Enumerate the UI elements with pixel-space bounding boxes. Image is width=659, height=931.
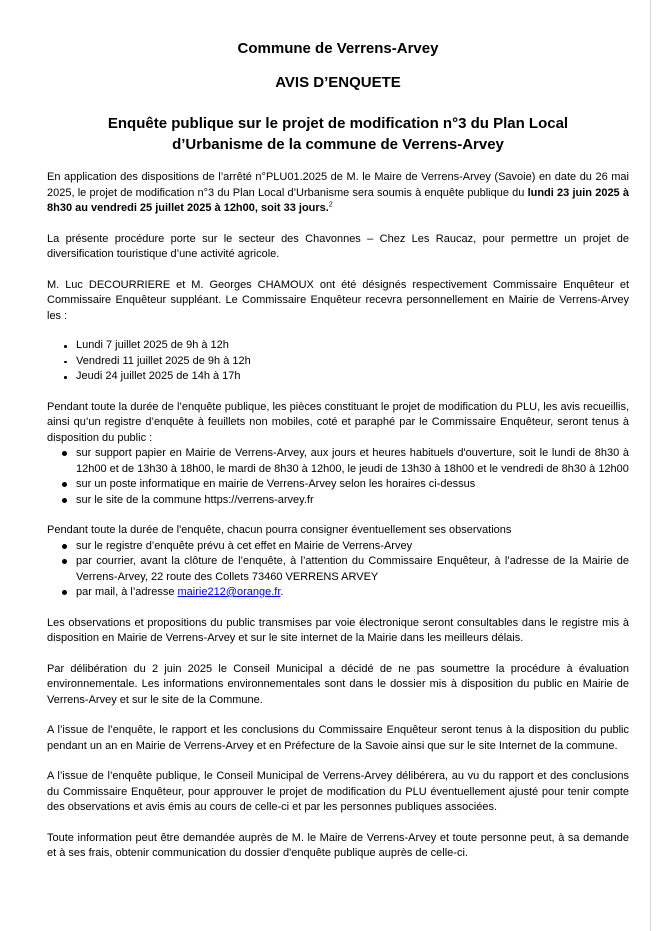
scope-paragraph: La présente procédure porte sur le secteur des Chavonnes – Chez Les Raucaz, pour permettre un projet de diversification touristique d’une activité agricole. — [47, 232, 629, 260]
list-item: sur le site de la commune https://verrens-arvey.fr — [61, 493, 629, 509]
list-item: sur le registre d’enquête prévu à cet effet en Mairie de Verrens-Arvey — [61, 539, 629, 555]
permanences-list — [47, 338, 629, 385]
documents-list — [47, 446, 629, 508]
email-link[interactable]: mairie212@orange.fr — [177, 586, 281, 598]
document-title-line-1: Enquête publique sur le projet de modification n°3 du Plan Local — [107, 115, 569, 132]
observations-intro-paragraph: Pendant toute la durée de l'enquête, chacun pourra consigner éventuellement ses observations — [47, 524, 512, 536]
observations-list — [47, 539, 629, 601]
list-item: sur support papier en Mairie de Verrens-Arvey, aux jours et heures habituels d'ouverture, soit le lundi de 8h30 à 12h00 et de 13h30 à 18h00, le mardi de 8h30 à 12h00, le jeudi de 13h30 à 18h00 et le vendredi de 8h30 à 12h00 — [61, 446, 629, 477]
commune-heading: Commune de Verrens-Arvey — [237, 40, 439, 57]
documents-intro-paragraph: Pendant toute la durée de l’enquête publique, les pièces constituant le projet de modification du PLU, les avis recueillis, ainsi qu’un registre d’enquête à feuillets non mobiles, coté et paraphé par le Commissaire Enquêteur, seront tenus à disposition du public : — [47, 400, 629, 444]
page-edge — [650, 0, 651, 931]
inquiry-dates: lundi 23 juin 2025 à 8h30 au vendredi 25 juillet 2025 à 12h00, soit 33 jours. — [47, 186, 629, 214]
information-paragraph: Toute information peut être demandée auprès de M. le Maire de Verrens-Arvey et toute personne peut, à sa demande et à ses frais, obtenir communication du dossier d'enquête publique auprès de celle-ci. — [47, 831, 629, 859]
intro-paragraph — [47, 170, 629, 217]
footnote-marker: 2 — [328, 201, 333, 209]
list-item: Jeudi 24 juillet 2025 de 14h à 17h — [64, 369, 629, 385]
email-suffix: . — [280, 586, 284, 598]
council-paragraph: A l’issue de l’enquête publique, le Conseil Municipal de Verrens-Arvey délibérera, au vu du rapport et des conclusions du Commissaire Enquêteur, pour approuver le projet de modification du PLU éventuellement ajusté pour tenir compte des observations et avis émis au cours de celle-ci et par les personnes publiques associées. — [47, 770, 629, 813]
email-prefix: par mail, à l’adresse — [76, 586, 178, 598]
report-paragraph: A l’issue de l’enquête, le rapport et les conclusions du Commissaire Enquêteur seront tenus à la disposition du public pendant un an en Mairie de Verrens-Arvey et en Préfecture de la Savoie ainsi que sur le site Internet de la commune. — [47, 724, 629, 752]
document-title — [47, 113, 629, 155]
list-item: Vendredi 11 juillet 2025 de 9h à 12h — [64, 354, 629, 370]
notice-heading: AVIS D’ENQUETE — [275, 74, 401, 91]
list-item: Lundi 7 juillet 2025 de 9h à 12h — [64, 338, 629, 354]
electronic-paragraph: Les observations et propositions du public transmises par voie électronique seront consultables dans le registre mis à disposition en Mairie de Verrens-Arvey et sur le site internet de la Mairie dans les meilleurs délais. — [47, 616, 629, 644]
document-title-line-2: d’Urbanisme de la commune de Verrens-Arvey — [172, 136, 504, 153]
deliberation-paragraph: Par délibération du 2 juin 2025 le Conseil Municipal a décidé de ne pas soumettre la procédure à évaluation environnementale. Les informations environnementales sont dans le dossier mis à disposition du public en Mairie de Verrens-Arvey et sur le site de la Commune. — [47, 662, 629, 706]
list-item: par courrier, avant la clôture de l’enquête, à l’attention du Commissaire Enquêteur, à l’adresse de la Mairie de Verrens-Arvey, 22 route des Collets 73460 VERRENS ARVEY — [61, 554, 629, 585]
list-item — [61, 585, 629, 601]
list-item: sur un poste informatique en mairie de Verrens-Arvey selon les horaires ci-dessus — [61, 477, 629, 493]
commissioners-paragraph: M. Luc DECOURRIERE et M. Georges CHAMOUX ont été désignés respectivement Commissaire Enquêteur et Commissaire Enquêteur suppléant. Le Commissaire Enquêteur recevra personnellement en Mairie de Verrens-Arvey les : — [47, 278, 629, 322]
intro-text: En application des dispositions de l’arrêté n°PLU01.2025 de M. le Maire de Verrens-Arvey (Savoie) en date du 26 mai 2025, le projet de modification n°3 du Plan Local d’Urbanisme sera soumis à enquête publique du — [47, 171, 629, 199]
